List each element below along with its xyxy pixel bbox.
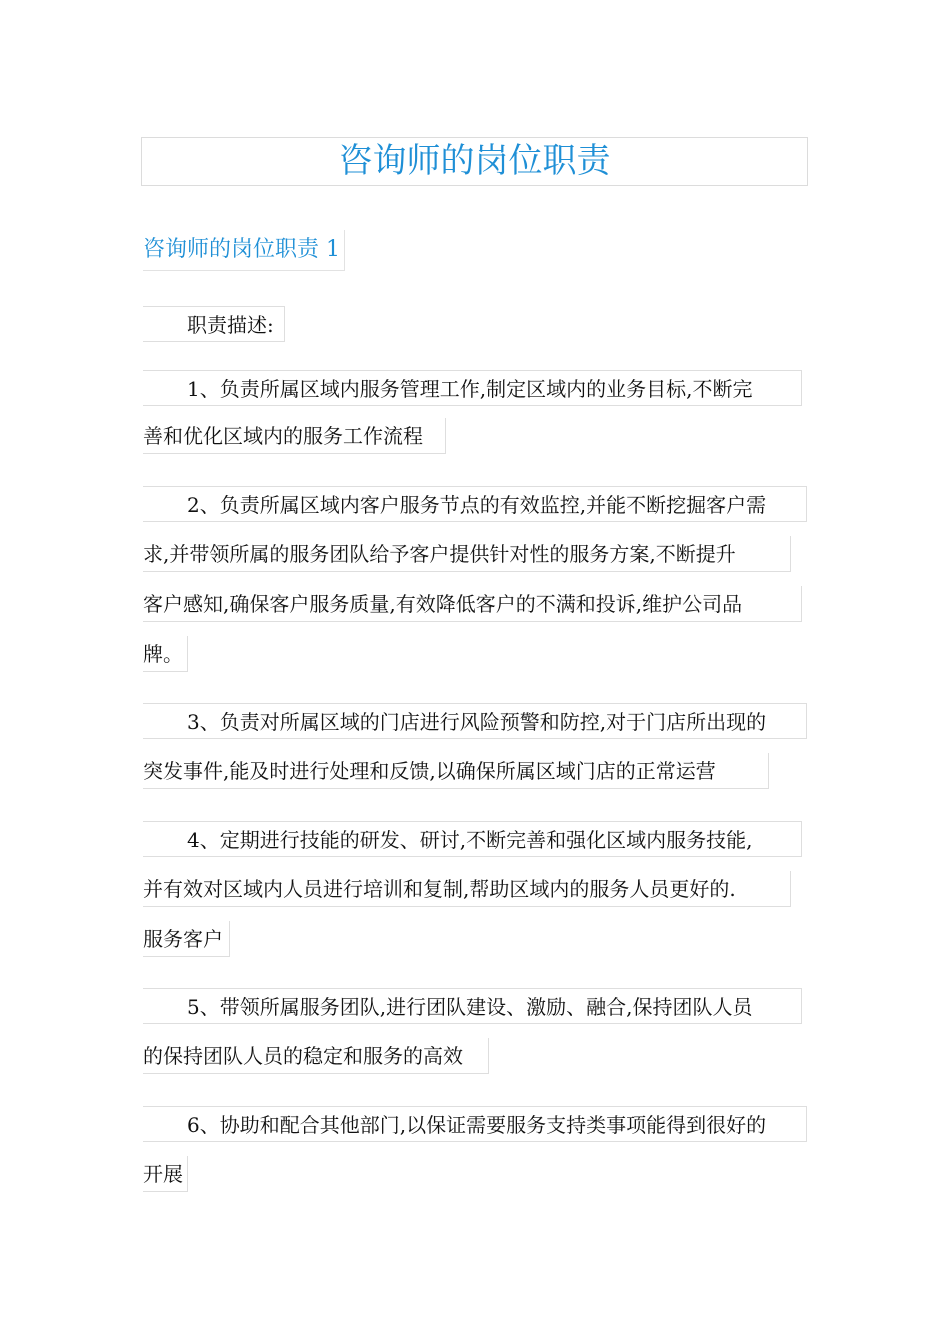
item-4-line-1 (143, 821, 802, 857)
item-6-text-1: 6、协助和配合其他部门,以保证需要服务支持类事项能得到很好的 (187, 1113, 767, 1137)
item-3-text-2: 突发事件,能及时进行处理和反馈,以确保所属区域门店的正常运营 (143, 759, 716, 783)
item-1-line-2 (143, 418, 446, 454)
item-2-text-3: 客户感知,确保客户服务质量,有效降低客户的不满和投诉,维护公司品 (143, 592, 743, 616)
item-1-text-1: 1、负责所属区域内服务管理工作,制定区域内的业务目标,不断完 (187, 377, 753, 401)
item-5-text-2: 的保持团队人员的稳定和服务的高效 (143, 1044, 463, 1068)
item-4-text-2: 并有效对区域内人员进行培训和复制,帮助区域内的服务人员更好的. (143, 877, 736, 901)
item-3-text-1: 3、负责对所属区域的门店进行风险预警和防控,对于门店所出现的 (187, 710, 767, 734)
item-1-line-1 (143, 370, 802, 406)
item-6-text-2: 开展 (143, 1162, 183, 1186)
item-2-text-1: 2、负责所属区域内客户服务节点的有效监控,并能不断挖掘客户需 (187, 493, 767, 517)
item-3-line-2 (143, 753, 769, 789)
item-2-line-4 (143, 636, 188, 672)
item-5-line-1 (143, 988, 802, 1024)
item-2-line-2 (143, 536, 791, 572)
item-2-text-2: 求,并带领所属的服务团队给予客户提供针对性的服务方案,不断提升 (143, 542, 736, 566)
intro-text: 职责描述: (187, 313, 274, 337)
section-heading: 咨询师的岗位职责 1 (143, 230, 345, 271)
intro-line (143, 306, 285, 342)
item-2-text-4: 牌。 (143, 642, 183, 666)
item-4-text-1: 4、定期进行技能的研发、研讨,不断完善和强化区域内服务技能, (187, 828, 753, 852)
item-4-line-3 (143, 921, 230, 957)
item-3-line-1 (143, 703, 807, 739)
item-6-line-2 (143, 1156, 188, 1192)
page-title: 咨询师的岗位职责 (141, 137, 808, 186)
item-1-text-2: 善和优化区域内的服务工作流程 (143, 424, 423, 448)
item-5-line-2 (143, 1038, 489, 1074)
item-5-text-1: 5、带领所属服务团队,进行团队建设、激励、融合,保持团队人员 (187, 995, 753, 1019)
item-4-text-3: 服务客户 (143, 927, 223, 951)
item-2-line-3 (143, 586, 802, 622)
item-6-line-1 (143, 1106, 807, 1142)
item-2-line-1 (143, 486, 807, 522)
item-4-line-2 (143, 871, 791, 907)
